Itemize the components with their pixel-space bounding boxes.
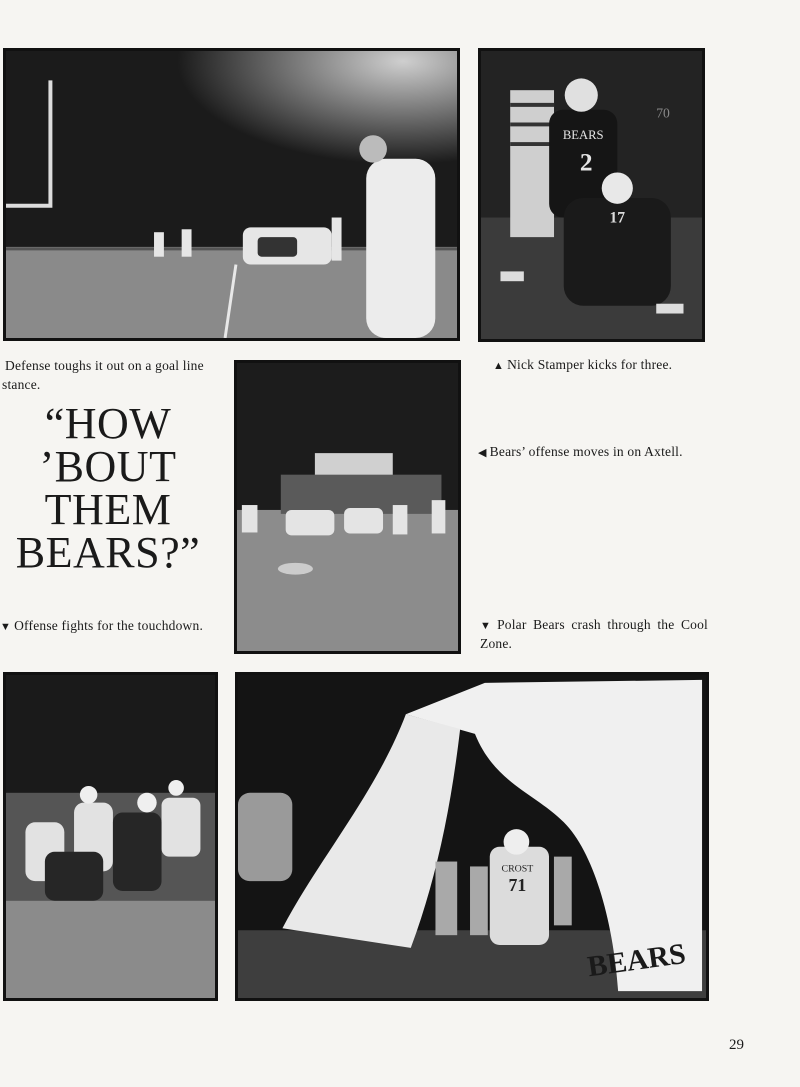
triangle-down-icon: ▼ (480, 620, 495, 632)
photo-offense-axtell (234, 360, 461, 654)
caption-text: Defense toughs it out on a goal line stance. (2, 358, 204, 392)
photo-nick-stamper-kick (478, 48, 705, 342)
headline-line: BEARS?” (15, 528, 201, 577)
headline-line: “HOW (44, 399, 172, 448)
caption-defense (2, 357, 218, 394)
caption-offense-axtell (478, 443, 708, 462)
holder-jersey-number: 17 (609, 209, 626, 227)
player-jersey-number: 71 (508, 875, 527, 895)
jersey-team-text: BEARS (562, 128, 604, 143)
caption-kick (493, 356, 709, 375)
caption-cool-zone (480, 616, 708, 653)
caption-text: Bears’ offense moves in on Axtell. (489, 444, 683, 459)
triangle-up-icon: ▲ (493, 360, 505, 372)
photo-offense-touchdown (3, 672, 218, 1001)
photo-cool-zone-banner (235, 672, 709, 1001)
caption-text: Polar Bears crash through the Cool Zone. (480, 617, 709, 651)
headline-line: ’BOUT (39, 442, 177, 491)
photo-goal-line-stance (3, 48, 460, 341)
caption-touchdown (0, 617, 220, 636)
caption-text: Offense fights for the touchdown. (14, 618, 204, 633)
page-number: 29 (729, 1037, 744, 1053)
background-jersey-number: 70 (656, 105, 670, 121)
banner-text: BEARS (585, 938, 688, 984)
caption-text: Nick Stamper kicks for three. (507, 357, 673, 372)
headline-line: THEM (44, 485, 172, 534)
jersey-number: 2 (579, 148, 593, 177)
triangle-down-icon: ▼ (0, 621, 12, 633)
player-jersey-text: CROST (501, 863, 534, 875)
page-headline (10, 399, 206, 577)
triangle-left-icon: ◀ (478, 447, 487, 459)
